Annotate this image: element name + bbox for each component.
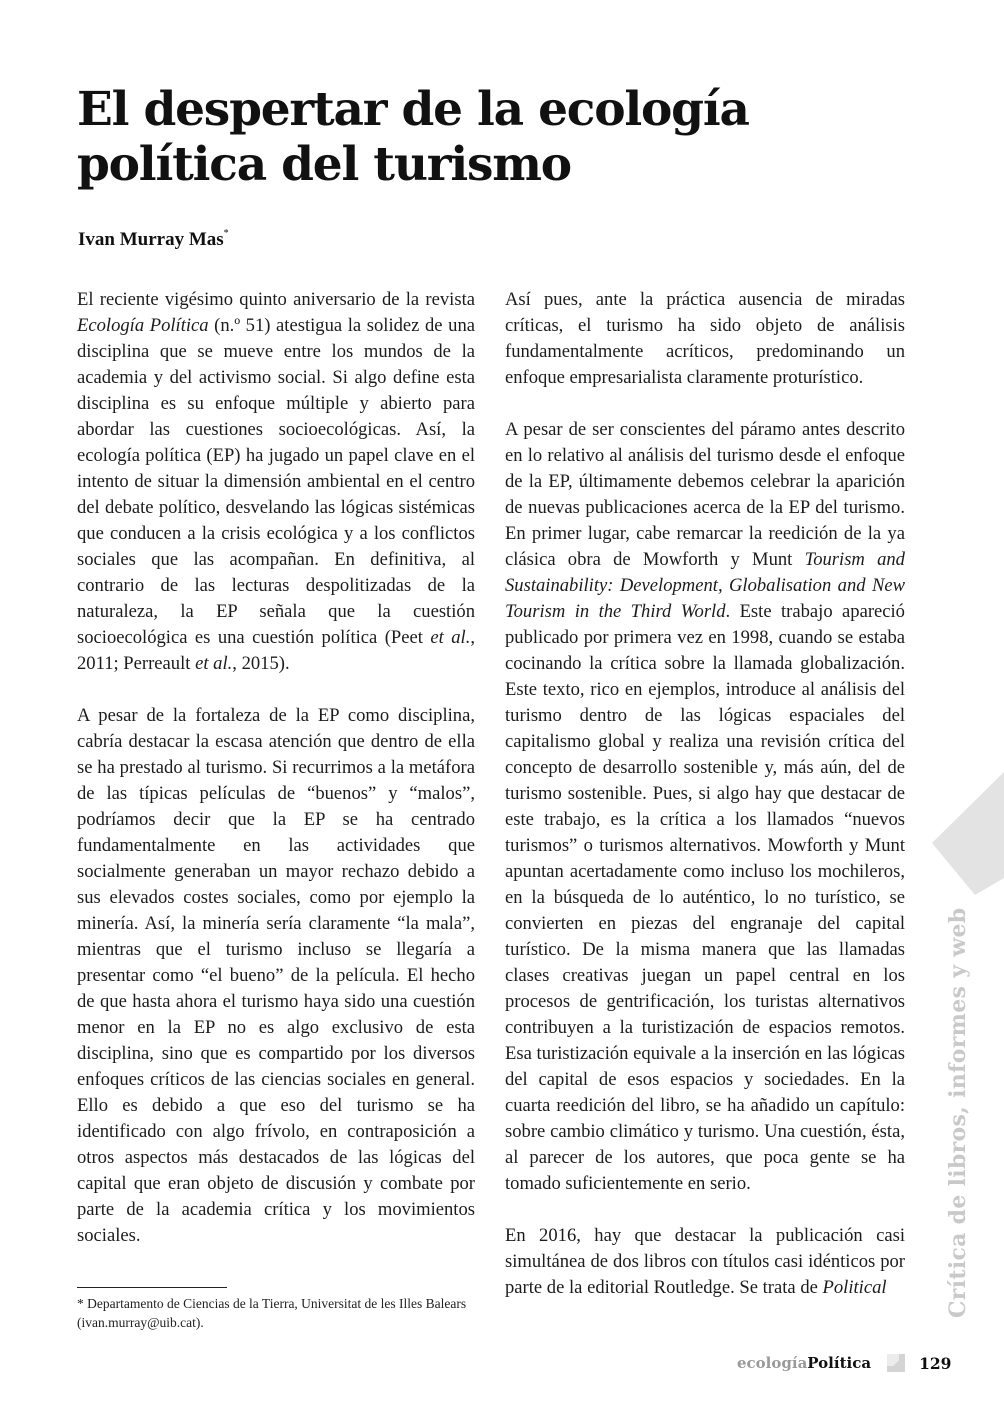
citation-italic: et al.	[430, 627, 471, 648]
page-number: 129	[919, 1353, 952, 1373]
author-name: Ivan Murray Mas	[78, 229, 224, 250]
paragraph	[77, 287, 475, 677]
paragraph: A pesar de la fortaleza de la EP como disciplina, cabría destacar la escasa atención que dentro de ella se ha prestado al turismo. Si recurrimos a la metáfora de las típicas películas de “buenos” y “malos”, podríamos decir que la EP se ha centrado fundamentalmente en las actividades que socialmente generaban un mayor rechazo debido a sus elevados costes sociales, como por ejemplo la minería. Así, la minería sería claramente “la mala”, mientras que el turismo incluso se llegaría a presentar como “el bueno” de la película. El hecho de que hasta ahora el turismo haya sido una cuestión menor en la EP no es algo exclusivo de esta disciplina, sino que es compartido por los diversos enfoques críticos de las ciencias sociales en general. Ello es debido a que eso del turismo se ha identificado con algo frívolo, en contraposición a otros aspectos más destacados de las lógicas del capital que eran objeto de discusión y combate por parte de la academia crítica y los movimientos sociales.	[77, 705, 475, 1246]
text-run: El reciente vigésimo quinto aniversario de la revista	[77, 289, 475, 310]
paragraph: Así pues, ante la práctica ausencia de miradas críticas, el turismo ha sido objeto de análisis fundamentalmente acríticos, predominando un enfoque empresarialista claramente proturístico.	[505, 289, 905, 388]
author-footnote-mark: *	[223, 228, 229, 239]
book-title-italic: Political	[822, 1277, 887, 1298]
section-label: Crítica de libros, informes y web	[945, 907, 971, 1318]
paragraph	[505, 417, 905, 1197]
section-marker-shape	[928, 770, 1004, 900]
journal-brand-light: ecología	[737, 1354, 808, 1372]
author-byline	[78, 228, 229, 251]
citation-italic: et al.	[195, 653, 233, 674]
journal-title-italic: Ecología Política	[77, 315, 209, 336]
text-run: En 2016, hay que destacar la publicación casi simultánea de dos libros con títulos casi idénticos por parte de la editorial Routledge. Se trata de	[505, 1225, 905, 1298]
text-run: . Este trabajo apareció publicado por primera vez en 1998, cuando se estaba cocinando la crítica sobre la llamada globalización. Este texto, rico en ejemplos, introduce al análisis del turismo dentro de las lógicas espaciales del capitalismo global y realiza una revisión crítica del concepto de desarrollo sostenible y, más aún, del de turismo sostenible. Pues, si algo hay que destacar de este trabajo, es la crítica a los llamados “nuevos turismos” o turismos alternativos. Mowforth y Munt apuntan acertadamente como incluso los mochileros, en la búsqueda de lo auténtico, lo no turístico, se convierten en piezas del engranaje del capital turístico. De la misma manera que las llamadas clases creativas juegan un papel central en los procesos de gentrificación, los turistas alternativos contribuyen a la turistización de espacios remotos. Esa turistización equivale a la inserción en las lógicas del capital de esos espacios y sociedades. En la cuarta reedición del libro, se ha añadido un capítulo: sobre cambio climático y turismo. Una cuestión, ésta, al parecer de los autores, que poca gente se ha tomado suficientemente en serio.	[505, 601, 905, 1194]
text-run: A pesar de ser conscientes del páramo antes descrito en lo relativo al análisis del turismo desde el enfoque de la EP, últimamente debemos celebrar la aparición de nuevas publicaciones acerca de la EP del turismo. En primer lugar, cabe remarcar la reedición de la ya clásica obra de Mowforth y Munt	[505, 419, 905, 570]
paragraph	[505, 1223, 905, 1301]
right-column	[505, 287, 905, 1327]
text-run: (n.º 51) atestigua la solidez de una disciplina que se mueve entre los mundos de la academia y del activismo social. Si algo define esta disciplina es su enfoque múltiple y abierto para abordar las cuestiones socioecológicas. Así, la ecología política (EP) ha jugado un papel clave en el intento de situar la dimensión ambiental en el centro del debate político, desvelando las lógicas sistémicas que conducen a la crisis ecológica y a los conflictos sociales que las acompañan. En definitiva, al contrario de las lecturas despolitizadas de la naturaleza, la EP señala que la cuestión socioecológica es una cuestión política (Peet	[77, 315, 475, 648]
page-footer	[737, 1352, 951, 1374]
page-corner-icon	[887, 1354, 905, 1372]
text-run: , 2015).	[232, 653, 290, 674]
book-title-italic: Tourism and Sustainability: Development, Globalisation and New Tourism in the Third World	[505, 549, 905, 622]
footnote: * Departamento de Ciencias de la Tierra, Universitat de les Illes Balears (ivan.murray@uib.cat).	[77, 1296, 467, 1330]
left-column	[77, 287, 475, 1275]
journal-brand-dark: Política	[807, 1354, 872, 1372]
article-title: El despertar de la ecología política del turismo	[77, 82, 749, 192]
footnote-divider	[77, 1287, 227, 1288]
text-run: , 2011; Perreault	[77, 627, 475, 674]
